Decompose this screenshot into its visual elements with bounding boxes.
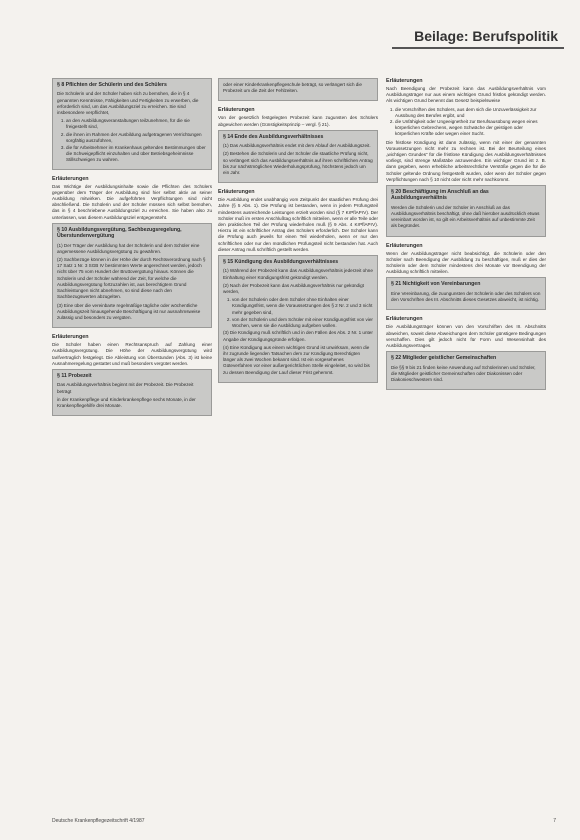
note-block (386, 243, 546, 276)
column-right (386, 78, 546, 396)
law-box-8 (52, 78, 212, 170)
box-list (57, 118, 207, 163)
box-paragraph: in der Krankenpflege und Kinderkrankenpflege sechs Monate, in der Krankenpflegehilfe drei Monate. (57, 396, 196, 408)
box-paragraph: oder einer Kinderkrankenpflegeschule beträgt, so verlängert sich die Probezeit um die Zeit der Fehlzeiten. (223, 82, 362, 94)
box-title: § 22 Mitglieder geistlicher Gemeinschaften (391, 355, 497, 362)
list-item: 1. die Vorschriften des Schülers, aus dem sich die Unzuverlässigkeit zur Ausübung des Berufes ergibt, und (395, 107, 546, 119)
note-title: Erläuterungen (386, 316, 423, 323)
box-title: § 20 Beschäftigung im Anschluß an das Ausbildungsverhältnis (391, 189, 489, 202)
page-number: 7 (553, 818, 556, 824)
law-box-11-cont (218, 78, 378, 101)
box-paragraph: (1) Der Träger der Ausbildung hat der Schülerin und dem Schüler eine angemessene Ausbildungsvergütung zu gewähren. (57, 242, 200, 254)
note-paragraph: Die Ausbildung endet unabhängig vom Zeitpunkt der staatlichen Prüfung drei Jahre (§ 5 Abs. 1). Die Prüfung ist bestanden, wenn in jedem Prüfungsteil mindestens ausreichende Leistungen erzielt worden sind (§ 7 KrPflAPrV). Der Schüler muß im ersten Anschlußtag schriftlich mitteilen, wenn er alle Teile oder den praktischen Teil der Prüfung wiederholen muß (§ 9 Abs. 4 KrPflAPrV). Hierzu ist ein schriftlicher Antrag des Schülers erforderlich. Der Schüler kann die Prüfung auch jeweils für einen Teil wiederholen, wenn er nur den schriftlichen oder nur den mündlichen Prüfungsteil nicht bestanden hat. Auch dieser Antrag muß schriftlich gestellt werden. (218, 197, 378, 252)
note-block (52, 176, 212, 221)
note-title: Erläuterungen (52, 334, 89, 341)
note-block (52, 334, 212, 367)
note-block (386, 78, 546, 183)
law-box-14 (218, 130, 378, 183)
box-paragraph: Das Ausbildungsverhältnis beginnt mit der Probezeit. Die Probezeit beträgt (57, 382, 194, 394)
note-block (386, 316, 546, 349)
box-title: § 21 Nichtigkeit von Vereinbarungen (391, 281, 481, 288)
note-title: Erläuterungen (386, 78, 423, 84)
law-box-21 (386, 277, 546, 310)
note-paragraph: Die Schüler haben einen Rechtsanspruch auf Zahlung einer Ausbildungsvergütung. Die Höhe der Ausbildungsvergütung wird tarifvertraglich festgelegt. Die Ableistung von Überstunden (Abs. 3) ist keine Ausnahmeregelung gestattet und muß besonders vergütet werden. (52, 342, 212, 366)
box-title: § 8 Pflichten der Schülerin und des Schülers (57, 82, 167, 88)
note-title: Erläuterungen (52, 175, 89, 182)
law-box-15 (218, 255, 378, 383)
note-title: Erläuterungen (218, 189, 255, 196)
box-paragraph: Werden die Schülerin und der Schüler im Anschluß an das Ausbildungsverhältnis beschäftigt, ohne daß hierüber ausdrücklich etwas vereinbart worden ist, so gilt ein Arbeitsverhältnis auf unbestimmte Zeit als begründet. (391, 204, 540, 229)
page-header (0, 0, 580, 48)
note-paragraph: Von der gesetzlich festgelegten Probezeit kann zugunsten des Schülers abgewichen werden (Günstigkeitsprinzip – vergl. § 21). (218, 115, 378, 127)
box-paragraph: (1) Während der Probezeit kann das Ausbildungsverhältnis jederzeit ohne Einhaltung einer Kündigungsfrist gekündigt werden. (223, 268, 373, 280)
box-title: § 10 Ausbildungsvergütung, Sachbezugsregelung, Überstundenvergütung (57, 226, 182, 240)
list-item: 1. von der Schülerin oder dem Schüler ohne Einhalten einer Kündigungsfrist, wenn die Voraussetzungen des § 2 Nr. 2 und 3 nicht mehr gegeben sind, (232, 297, 373, 316)
law-box-22 (386, 351, 546, 390)
box-title: § 15 Kündigung des Ausbildungsverhältnisses (223, 259, 339, 266)
list-item: 3. die für Arbeitnehmer im Krankenhaus geltenden Bestimmungen über die Schweigepflicht einzuhalten und über Betriebsgeheimnisse Stillschweigen zu wahren. (66, 145, 207, 164)
box-paragraph: (2) Sachbezüge können in der Höhe der durch Rechtsverordnung nach § 17 Satz 1 Nr. 3 SGB IV bestimmten Werte angerechnet werden, jedoch nicht über 75 vom Hundert der Bruttovergütung hinaus. Können die Schülerin und der Schüler während der Zeit, für welche die Ausbildungsvergütung fortzuzahlen ist, aus berechtigtem Grund Sachleistungen nicht abnehmen, so sind diese nach den Sachbezugswerten abzugelten. (57, 257, 206, 300)
box-paragraph: Die Schülerin und der Schüler haben sich zu bemühen, die in § 4 genannten Kenntnisse, Fähigkeiten und Fertigkeiten zu erwerben, die erforderlich sind, um das Ausbildungsziel zu erreichen. Sie sind insbesondere verpflichtet, (57, 91, 199, 116)
section-title: Beilage: Berufspolitik (414, 28, 558, 44)
box-paragraph: (2) Nach der Probezeit kann das Ausbildungsverhältnis nur gekündigt werden, (223, 282, 364, 295)
box-paragraph: Die §§ 9 bis 21 finden keine Anwendung auf Schülerinnen und Schüler, die Mitglieder geistlicher Gemeinschaften oder Diakonissen oder Diakonieschwestern sind. (391, 364, 536, 382)
list-item: 2. die Unfähigkeit oder Ungeeignetheit zur Berufsausübung wegen eines körperlichen Gebrechens, wegen Schwäche der geistigen oder körperlichen Kräfte oder wegen einer Sucht. (395, 119, 546, 138)
list-item: 1. an den Ausbildungsveranstaltungen teilzunehmen, für die sie freigestellt sind, (66, 118, 207, 130)
box-paragraph: (1) Das Ausbildungsverhältnis endet mit dem Ablauf der Ausbildungszeit. (223, 143, 371, 149)
note-paragraph: Wenn der Ausbildungsträger nicht beabsichtigt, die Schülerin oder den Schüler nach Beendigung der Ausbildung zu beschäftigen, muß er dies der Schülerin oder dem Schüler mindestens drei Monate vor Beendigung der Ausbildung schriftlich mitteilen. (386, 250, 546, 275)
box-title: § 11 Probezeit (57, 372, 92, 379)
note-list (386, 107, 546, 138)
box-title: § 14 Ende des Ausbildungsverhältnisses (223, 133, 324, 140)
note-paragraph: Die Ausbildungsträger können von den Vorschriften des III. Abschnitts abweichen, soweit diese Abweichungen dem Schüler günstigere Bedingungen verschaffen. Dies gilt jedoch nicht für Form und Wesensinhalt des Ausbildungsvertrages. (386, 324, 546, 348)
box-list (223, 297, 373, 329)
law-box-10 (52, 223, 212, 328)
column-left (52, 78, 212, 422)
note-paragraph: Nach Beendigung der Probezeit kann das Ausbildungsverhältnis vom Ausbildungsträger nur aus einem wichtigen Grund fristlos gekündigt werden. Als wichtigen Grund benennt das Gesetz beispielsweise (386, 86, 546, 104)
box-paragraph: (4) Eine Kündigung aus einem wichtigen Grund ist unwirksam, wenn die ihr zugrunde liegenden Tatsachen dem zur Kündigung Berechtigten länger als zwei Wochen bekannt sind. Ist ein vorgesehenes Güteverfahren vor einer außergerichtlichen Stelle eingeleitet, so wird bis zu dessen Beendigung der Lauf dieser Frist gehemmt. (223, 344, 370, 375)
note-block (218, 107, 378, 127)
note-title: Erläuterungen (386, 242, 423, 249)
note-paragraph: Die fristlose Kündigung ist dann zulässig, wenn mit einer der genannten Voraussetzungen nicht mehr zu rechnen ist. Bei der Beurteilung eines „wichtigen Grundes“ für die fristlose Kündigung des Ausbildungsverhältnisses vorliegt, sind strenge Maßstäbe anzuwenden. Ein wichtiger Grund ist z. B. dann gegeben, wenn erhebliche arbeitsrechtliche Verstöße gegen die für die Schüler geltende Ordnung festgestellt wurden, oder wenn der Schüler gegen Verpflichtungen nach § 10 nicht oder nicht mehr nachkommt. (386, 139, 546, 182)
column-middle (218, 78, 378, 389)
box-paragraph: Eine Vereinbarung, die zuungunsten der Schülerin oder des Schülers von den Vorschriften des III. Abschnitts dieses Gesetzes abweicht, ist nichtig. (391, 290, 541, 303)
list-item: 2. die ihnen im Rahmen der Ausbildung aufgetragenen Verrichtungen sorgfältig auszuführen, (66, 132, 207, 144)
note-paragraph: Das Wichtige der Ausbildungsinhalte sowie die Pflichten des Schülers gegenüber dem Träger der Ausbildung sind hier selbst aktiv an seiner Ausbildung mitwirken. Die aufgeführten Verpflichtungen sind nicht abschließend. Die Schülerin und der Schüler müssen sich selbst bemühen, das in § 4 beschriebene Ausbildungsziel zu erreichen. Sie haben also zu unterlassen, was diesem Ausbildungsziel entgegensteht. (52, 183, 212, 220)
header-rule (392, 47, 564, 49)
note-block (218, 189, 378, 253)
footer-publication: Deutsche Krankenpflegezeitschrift 4/1987 (52, 818, 145, 824)
list-item: 2. von der Schülerin und dem Schüler mit einer Kündigungsfrist von vier Wochen, wenn sie die Ausbildung aufgeben wollen. (232, 317, 373, 329)
law-box-11 (52, 369, 212, 416)
box-paragraph: (3) Die Kündigung muß schriftlich und in den Fällen des Abs. 2 Nr. 1 unter Angabe der Kündigungsgründe erfolgen. (223, 330, 373, 342)
note-title: Erläuterungen (218, 107, 255, 114)
box-paragraph: (2) Bestehen die Schülerin und der Schüler die staatliche Prüfung nicht, so verlängert sich das Ausbildungsverhältnis auf ihren schriftlichen Antrag bis zur nächstmöglichen Wiederholungsprüfung, höchstens jedoch um ein Jahr. (223, 151, 373, 176)
law-box-20 (386, 185, 546, 237)
box-paragraph: (3) Eine über die vereinbarte regelmäßige tägliche oder wöchentliche Ausbildungszeit hinausgehende Beschäftigung ist nur ausnahmsweise zulässig und besonders zu vergüten. (57, 302, 201, 320)
